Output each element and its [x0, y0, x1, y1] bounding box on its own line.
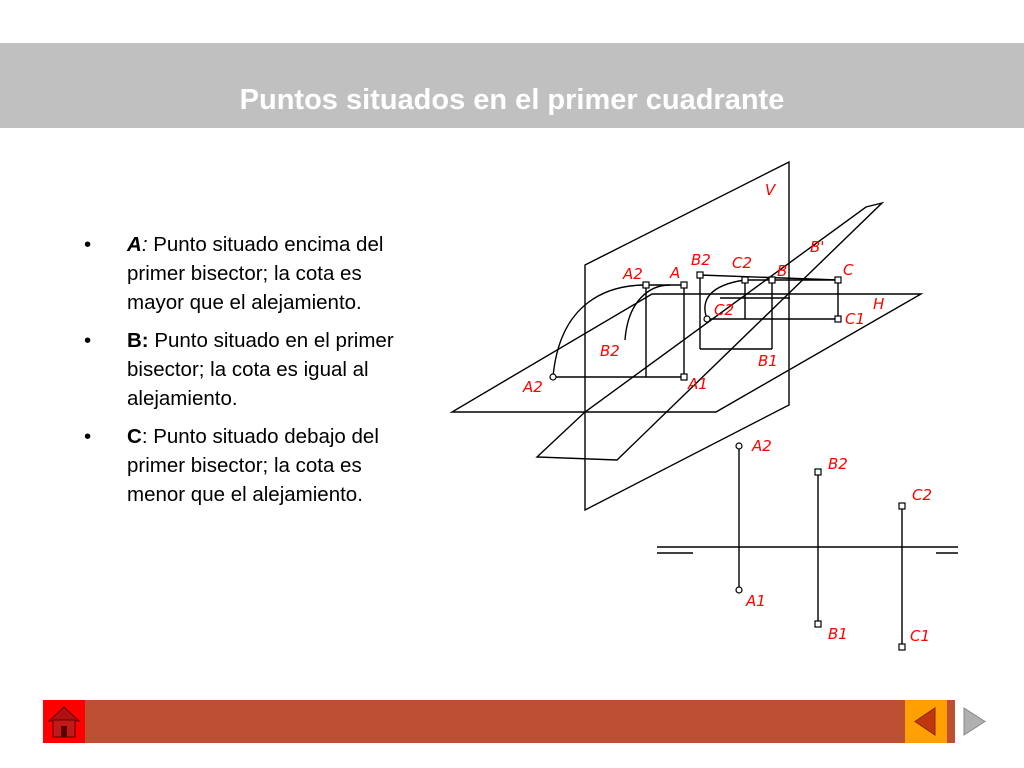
label-c2-rotated: C2: [714, 301, 735, 319]
bullet-term: C: [127, 425, 142, 448]
rotation-arc-c: [625, 285, 670, 340]
label-a2-proj: A2: [752, 437, 772, 455]
space-labels: [522, 181, 884, 396]
label-b2-rotated: B2: [600, 342, 620, 360]
label-c1-space: C1: [845, 310, 866, 328]
label-c2-proj: C2: [912, 486, 933, 504]
label-a2-space: A2: [623, 265, 643, 283]
space-point-markers: [550, 272, 841, 380]
vertical-plane: [585, 162, 789, 510]
triangle-right-icon: [955, 700, 997, 743]
bullet-text: Punto situado en el primer bisector; la cota es igual al alejamiento.: [127, 329, 394, 410]
footer-bar: [43, 700, 996, 743]
bullet-marker: •: [84, 233, 92, 256]
next-button[interactable]: [955, 700, 997, 743]
bullet-item-a: [84, 230, 414, 317]
bullet-item-b: [84, 326, 414, 413]
label-c1-proj: C1: [910, 627, 931, 645]
bullet-separator: :: [141, 233, 148, 256]
bullet-item-c: [84, 422, 414, 509]
label-b2-proj: B2: [828, 455, 848, 473]
page-title: Puntos situados en el primer cuadrante: [239, 84, 785, 116]
triangle-left-icon: [905, 700, 947, 743]
label-bisector: B': [810, 238, 825, 256]
label-b1-proj: B1: [828, 625, 848, 643]
bullet-text: Punto situado encima del primer bisector; la cota es mayor que el alejamiento.: [127, 233, 384, 314]
projection-view: [657, 443, 958, 650]
rotation-arc-a: [553, 285, 646, 377]
quadrant-diagram: [440, 150, 980, 660]
label-c-space: C: [843, 261, 854, 279]
bullet-marker: •: [84, 425, 92, 448]
bullet-list: [84, 230, 414, 518]
label-a1-proj: A1: [746, 592, 766, 610]
label-a2-rotated: A2: [523, 378, 543, 396]
label-plane-v: V: [765, 181, 776, 199]
label-b-space: B: [777, 262, 788, 280]
bullet-term: A: [127, 233, 142, 256]
home-icon: [43, 700, 85, 743]
projection-labels: [745, 437, 932, 645]
bullet-term: B:: [127, 329, 149, 352]
construction-lines: [553, 275, 838, 377]
label-b1-space: B1: [758, 352, 778, 370]
label-b2-space: B2: [691, 251, 711, 269]
bullet-marker: •: [84, 329, 92, 352]
label-a1-space: A1: [688, 375, 708, 393]
previous-button[interactable]: [905, 700, 947, 743]
label-a-space: A: [670, 264, 681, 282]
label-plane-h: H: [873, 295, 885, 313]
bullet-text: : Punto situado debajo del primer bisector; la cota es menor que el alejamiento.: [127, 425, 379, 506]
label-c2-space: C2: [732, 254, 753, 272]
title-bar: [0, 43, 1024, 128]
home-button[interactable]: [43, 700, 85, 743]
